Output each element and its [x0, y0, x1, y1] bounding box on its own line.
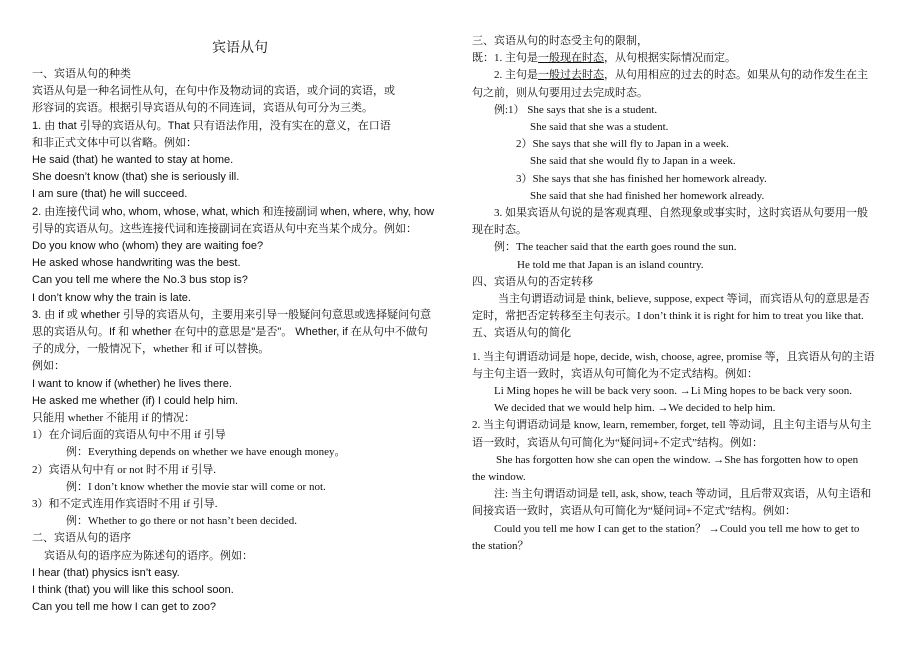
left-line: 宾语从句是一种名词性从句，在句中作及物动词的宾语，或介词的宾语，或 — [32, 85, 395, 98]
right-line: Could you tell me how I can get to the station？ →Could you tell me how to get to — [494, 522, 860, 535]
line-segment: ，从句用相应的过去的时态。如果从句的动作发生在主 — [604, 69, 868, 82]
line-segment: 既：1. 主句是 — [472, 52, 538, 65]
left-line: I don’t know why the train is late. — [32, 291, 191, 304]
left-line: 3. 由 if 或 whether 引导的宾语从句，主要用来引导一般疑问句意思或选择疑问句意 — [32, 308, 432, 321]
left-line: I want to know if (whether) he lives there. — [32, 377, 232, 390]
left-line: 2. 由连接代词 who, whom, whose, what, which 和连接副词 when, where, why, how — [32, 205, 435, 218]
right-line — [472, 50, 902, 67]
left-line: 子的成分，一般情况下，whether 和 if 可以替换。 — [32, 343, 270, 356]
right-line: We decided that we would help him. →We decided to help him. — [494, 402, 776, 415]
right-line: 现在时态。 — [472, 224, 527, 237]
right-line: 间接宾语一致时，宾语从句可简化为“疑问词+不定式”结构。例如： — [472, 505, 796, 518]
right-line: She said that she would fly to Japan in a week. — [530, 155, 736, 168]
right-line: the window. — [472, 471, 526, 484]
left-line: 宾语从句的语序应为陈述句的语序。例如： — [44, 549, 253, 562]
right-line: 2. 当主句谓语动词是 know, learn, remember, forget, tell 等动词，且主句主语与从句主 — [472, 419, 872, 432]
left-column — [32, 66, 460, 617]
left-line: 例如： — [32, 360, 65, 373]
left-line: She doesn’t know (that) she is seriously ill. — [32, 171, 240, 184]
left-line: 一、宾语从句的种类 — [32, 68, 131, 80]
left-line: Can you tell me how I can get to zoo? — [32, 601, 217, 614]
underlined-term: 一般现在时态 — [538, 52, 604, 65]
document-title: 宾语从句 — [212, 41, 268, 56]
right-column — [472, 33, 902, 555]
left-line: 1）在介词后面的宾语从句中不用 if 引导 — [32, 429, 226, 442]
right-line: the station？ — [472, 539, 529, 552]
left-line: He asked me whether (if) I could help him. — [32, 394, 239, 407]
right-line: 四、宾语从句的否定转移 — [472, 275, 593, 288]
right-line: 与主句主语一致时，宾语从句可简化为不定式结构。例如： — [472, 367, 758, 380]
right-line: 五、宾语从句的简化 — [472, 327, 571, 340]
right-line: 当主句谓语动词是 think, believe, suppose, expect 等词，而宾语从句的意思是否 — [498, 293, 870, 306]
right-line: She has forgotten how she can open the window. →She has forgotten how to open — [496, 453, 859, 466]
right-line: 3. 如果宾语从句说的是客观真理、自然现象或事实时，这时宾语从句要用一般 — [494, 207, 868, 220]
right-line — [472, 67, 902, 84]
left-line: I hear (that) physics isn’t easy. — [32, 566, 180, 579]
right-line: 定时，常把否定转移至主句表示。I don’t think it is right for him to treat you like that. — [472, 310, 864, 323]
right-line: 句之前，则从句要用过去完成时态。 — [472, 86, 648, 99]
left-line: 二、宾语从句的语序 — [32, 532, 131, 545]
left-line: 例：Everything depends on whether we have enough money。 — [66, 446, 346, 459]
left-line: 2）宾语从句中有 or not 时不用 if 引导. — [32, 463, 216, 476]
right-line: 2）She says that she will fly to Japan in a week. — [516, 138, 729, 151]
left-line: He asked whose handwriting was the best. — [32, 257, 241, 270]
right-line: 3）She says that she has finished her homework already. — [516, 172, 767, 185]
left-line: I think (that) you will like this school soon. — [32, 584, 234, 597]
left-line: He said (that) he wanted to stay at home. — [32, 154, 234, 167]
underlined-term: 一般过去时态 — [538, 69, 604, 82]
left-line: 例：I don’t know whether the movie star will come or not. — [66, 480, 326, 493]
left-line: 只能用 whether 不能用 if 的情况： — [32, 412, 196, 425]
right-line: 1. 当主句谓语动词是 hope, decide, wish, choose, agree, promise 等，且宾语从句的主语 — [472, 350, 875, 363]
left-line: I am sure (that) he will succeed. — [32, 188, 188, 201]
right-line: Li Ming hopes he will be back very soon. →Li Ming hopes to be back very soon. — [494, 385, 853, 398]
line-segment: 2. 主句是 — [494, 69, 538, 82]
left-line: Can you tell me where the No.3 bus stop is? — [32, 274, 248, 287]
left-line: 形容词的宾语。根据引导宾语从句的不同连词，宾语从句可分为三类。 — [32, 102, 373, 115]
left-line: Do you know who (whom) they are waiting foe? — [32, 240, 264, 253]
right-line: He told me that Japan is an island country. — [517, 258, 704, 271]
left-line: 例：Whether to go there or not hasn’t been decided. — [66, 515, 298, 528]
left-line: 1. 由 that 引导的宾语从句。That 只有语法作用，没有实在的意义，在口语 — [32, 119, 391, 132]
right-line: 注: 当主句谓语动词是 tell, ask, show, teach 等动词，且后带双宾语，从句主语和 — [494, 488, 872, 501]
left-line: 和非正式文体中可以省略。例如： — [32, 136, 197, 149]
right-line: 例：The teacher said that the earth goes round the sun. — [494, 241, 737, 254]
line-segment: ，从句根据实际情况而定。 — [604, 52, 736, 65]
right-line: 例:1） She says that she is a student. — [494, 103, 658, 116]
left-line: 思的宾语从句。If 和 whether 在句中的意思是"是否"。 Whether, if 在从句中不做句 — [32, 326, 428, 339]
right-line: She said that she had finished her homework already. — [530, 189, 765, 202]
right-line: 三、宾语从句的时态受主句的限制， — [472, 35, 648, 47]
left-line: 引导的宾语从句。这些连接代词和连接副词在宾语从句中充当某个成分。例如： — [32, 222, 417, 235]
right-line: She said that she was a student. — [530, 121, 669, 134]
right-line: 语一致时，宾语从句可简化为“疑问词+不定式”结构。例如： — [472, 436, 763, 449]
left-line: 3）和不定式连用作宾语时不用 if 引导. — [32, 498, 218, 511]
